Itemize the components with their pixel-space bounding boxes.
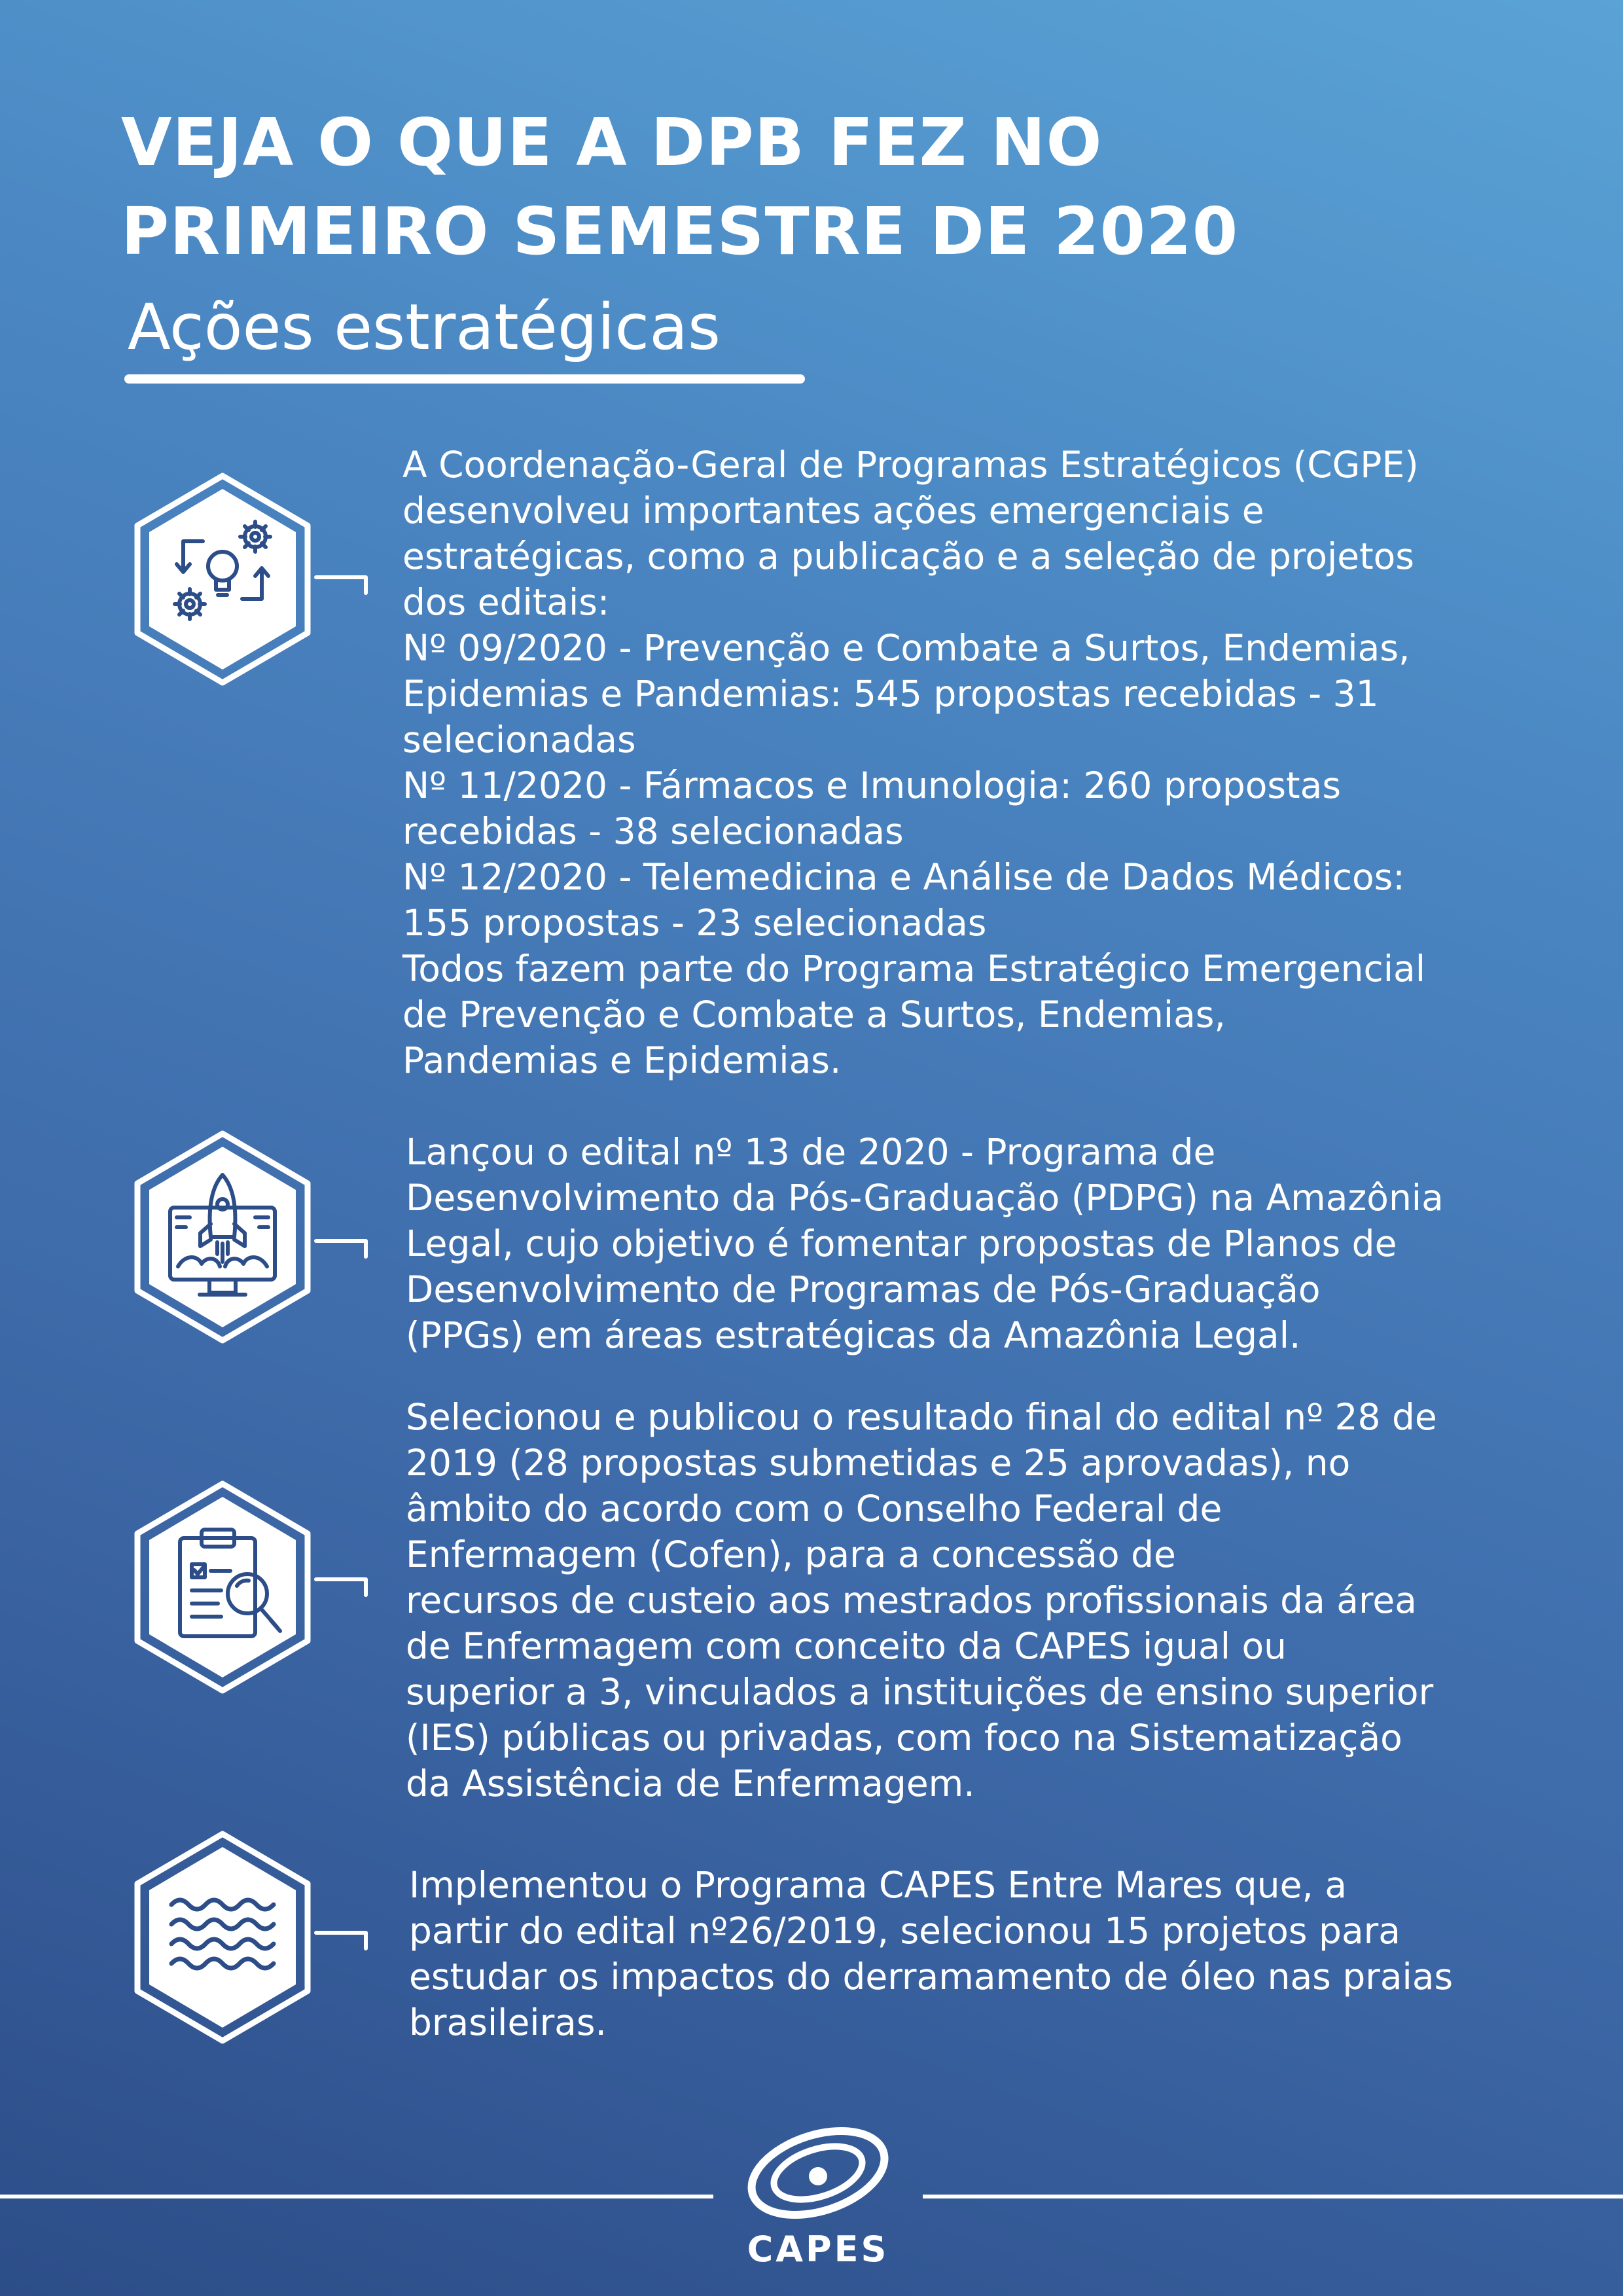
text-line: Nº 11/2020 - Fármacos e Imunologia: 260 propostas bbox=[402, 764, 1341, 806]
connector-line-tail bbox=[364, 1239, 368, 1259]
title-line-1: VEJA O QUE A DPB FEZ NO bbox=[121, 104, 1103, 181]
rocket-launch-monitor-icon bbox=[124, 1126, 321, 1348]
text-line: selecionadas bbox=[402, 719, 636, 761]
section-text bbox=[406, 1129, 1444, 1358]
section-subtitle: Ações estratégicas bbox=[128, 291, 721, 364]
text-line: Legal, cujo objetivo é fomentar propostas de Planos de bbox=[406, 1223, 1397, 1265]
text-line: de Prevenção e Combate a Surtos, Endemias, bbox=[402, 994, 1226, 1035]
text-line: superior a 3, vinculados a instituições de ensino superior bbox=[406, 1671, 1434, 1713]
text-line: Nº 09/2020 - Prevenção e Combate a Surtos, Endemias, bbox=[402, 627, 1410, 669]
text-line: Desenvolvimento da Pós-Graduação (PDPG) na Amazônia bbox=[406, 1177, 1444, 1219]
text-line: de Enfermagem com conceito da CAPES igual ou bbox=[406, 1625, 1287, 1667]
clipboard-magnifier-icon bbox=[124, 1476, 321, 1698]
text-line: desenvolveu importantes ações emergenciais e bbox=[402, 490, 1264, 531]
text-line: A Coordenação-Geral de Programas Estratégicos (CGPE) bbox=[402, 444, 1419, 486]
connector-line bbox=[314, 575, 366, 579]
text-line: Pandemias e Epidemias. bbox=[402, 1039, 842, 1081]
text-line: 155 propostas - 23 selecionadas bbox=[402, 902, 987, 944]
text-line: (IES) públicas ou privadas, com foco na Sistematização bbox=[406, 1717, 1402, 1759]
text-line: Epidemias e Pandemias: 545 propostas recebidas - 31 bbox=[402, 673, 1379, 715]
footer-divider-left bbox=[0, 2195, 713, 2198]
text-line: 2019 (28 propostas submetidas e 25 aprovadas), no bbox=[406, 1442, 1351, 1484]
text-line: (PPGs) em áreas estratégicas da Amazônia Legal. bbox=[406, 1314, 1301, 1356]
connector-line-tail bbox=[364, 575, 368, 595]
text-line: Implementou o Programa CAPES Entre Mares que, a bbox=[409, 1864, 1347, 1906]
connector-line-tail bbox=[364, 1931, 368, 1950]
subtitle-underline bbox=[124, 374, 805, 384]
connector-line bbox=[314, 1239, 366, 1243]
text-line: dos editais: bbox=[402, 581, 610, 623]
title-line-2: PRIMEIRO SEMESTRE DE 2020 bbox=[121, 193, 1239, 270]
footer-divider-right bbox=[923, 2195, 1623, 2198]
capes-logo-icon bbox=[740, 2111, 897, 2229]
sea-waves-icon bbox=[124, 1826, 321, 2049]
text-line: recebidas - 38 selecionadas bbox=[402, 810, 904, 852]
text-line: Todos fazem parte do Programa Estratégico Emergencial bbox=[402, 948, 1426, 990]
connector-line bbox=[314, 1577, 366, 1581]
text-line: estratégicas, como a publicação e a seleção de projetos bbox=[402, 535, 1414, 577]
section-text bbox=[402, 442, 1425, 1083]
text-line: partir do edital nº26/2019, selecionou 15 projetos para bbox=[409, 1910, 1400, 1952]
text-line: Selecionou e publicou o resultado final do edital nº 28 de bbox=[406, 1396, 1437, 1438]
text-line: âmbito do acordo com o Conselho Federal de bbox=[406, 1488, 1222, 1530]
section-text bbox=[409, 1862, 1453, 2045]
text-line: da Assistência de Enfermagem. bbox=[406, 1763, 975, 1804]
text-line: brasileiras. bbox=[409, 2001, 607, 2043]
text-line: Lançou o edital nº 13 de 2020 - Programa de bbox=[406, 1131, 1216, 1173]
capes-logo-text: CAPES bbox=[747, 2229, 889, 2270]
strategy-gears-lightbulb-icon bbox=[124, 468, 321, 691]
text-line: Enfermagem (Cofen), para a concessão de bbox=[406, 1534, 1176, 1575]
text-line: estudar os impactos do derramamento de óleo nas praias bbox=[409, 1956, 1454, 1998]
connector-line-tail bbox=[364, 1577, 368, 1597]
text-line: Nº 12/2020 - Telemedicina e Análise de Dados Médicos: bbox=[402, 856, 1405, 898]
text-line: Desenvolvimento de Programas de Pós-Graduação bbox=[406, 1268, 1321, 1310]
page-title bbox=[121, 98, 1495, 276]
connector-line bbox=[314, 1931, 366, 1935]
section-text bbox=[406, 1394, 1437, 1806]
text-line: recursos de custeio aos mestrados profissionais da área bbox=[406, 1579, 1417, 1621]
